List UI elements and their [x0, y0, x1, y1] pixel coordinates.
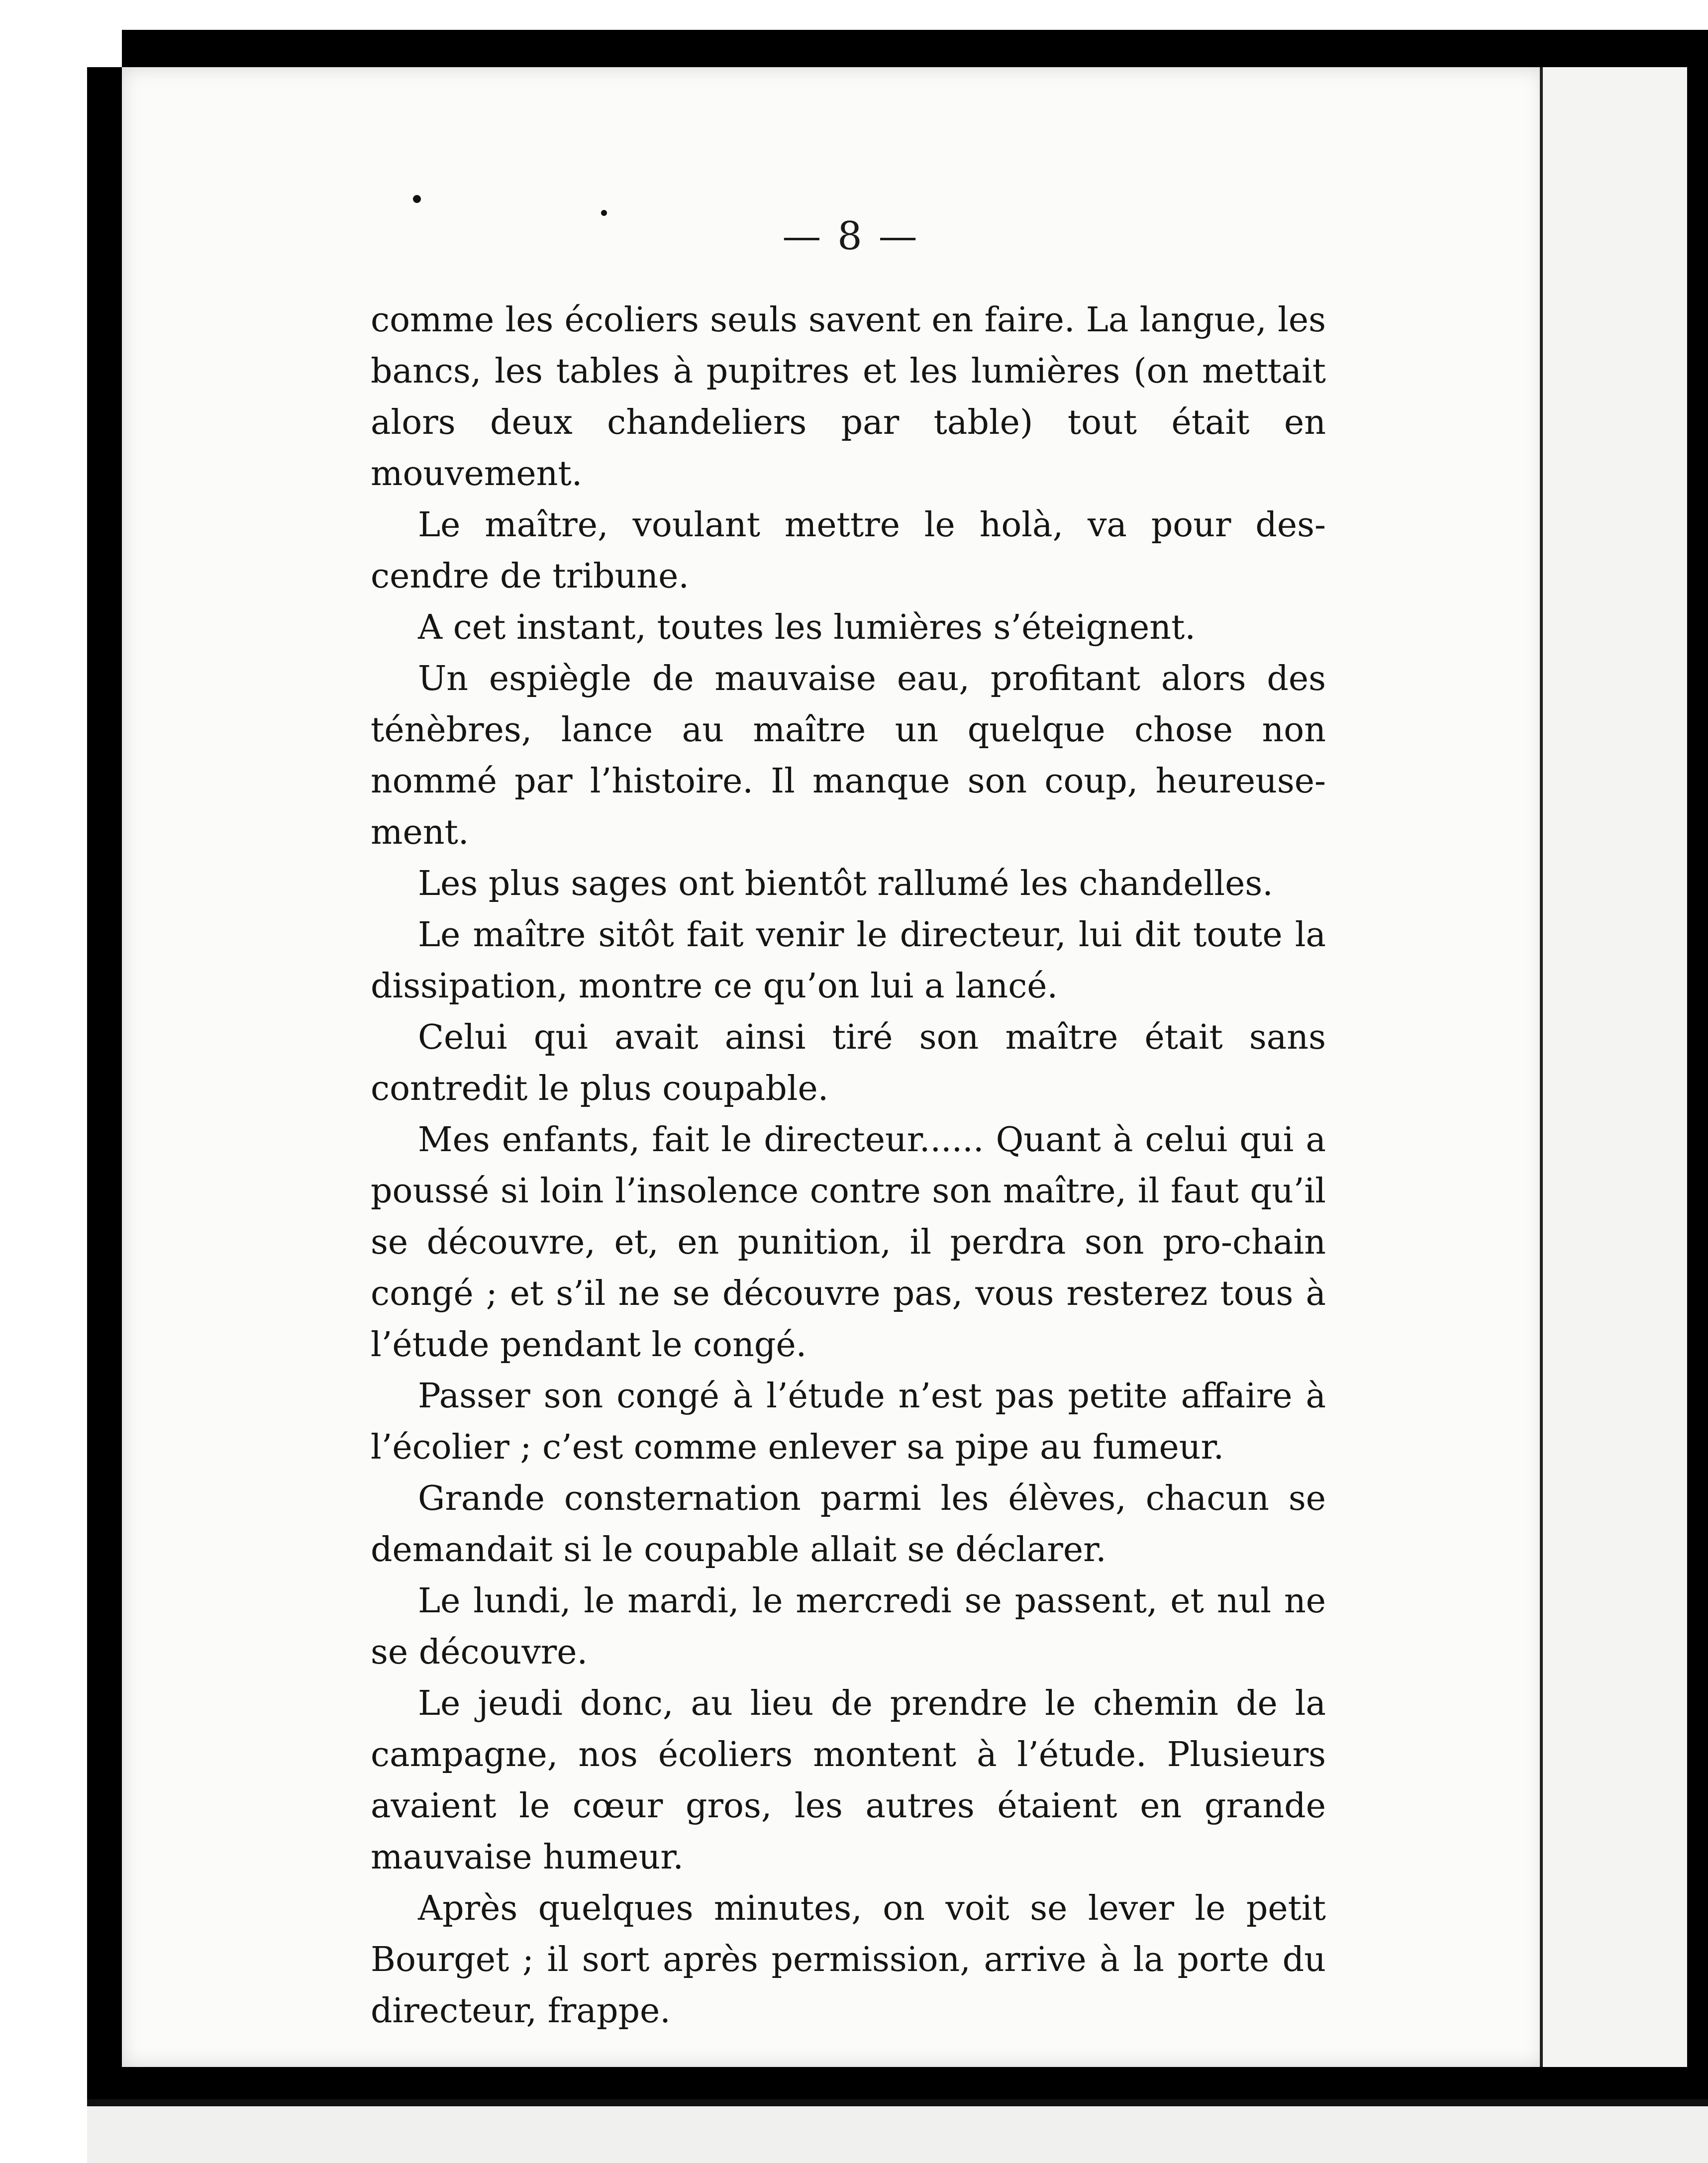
page-text	[371, 295, 1326, 2037]
paragraph: Grande consternation parmi les élèves, chacun se demandait si le coupable allait se déclarer.	[371, 1479, 1326, 1570]
speck-mark	[413, 195, 421, 203]
next-frame-strip	[87, 2099, 1708, 2163]
paragraph: A cet instant, toutes les lumières s’éteignent.	[418, 608, 1196, 647]
frame-divider	[87, 2099, 1708, 2106]
paragraph: Le lundi, le mardi, le mercredi se passent, et nul ne se découvre.	[371, 1581, 1326, 1672]
page-number: — 8 —	[782, 214, 919, 259]
paragraph: Le maître, voulant mettre le holà, va pour des-cendre de tribune.	[371, 505, 1326, 596]
speck-mark	[601, 210, 607, 216]
scan-top-margin	[0, 0, 1708, 30]
paragraph: Après quelques minutes, on voit se lever le petit Bourget ; il sort après permission, arrive à la porte du directeur, frappe.	[371, 1889, 1326, 2031]
paragraph: Les plus sages ont bientôt rallumé les chandelles.	[418, 864, 1273, 903]
paragraph: Un espiègle de mauvaise eau, profitant alors des ténèbres, lance au maître un quelque chose non nommé par l’histoire. Il manque son coup, heureuse-ment.	[371, 659, 1326, 852]
paragraph: Passer son congé à l’étude n’est pas petite affaire à l’écolier ; c’est comme enlever sa pipe au fumeur.	[371, 1376, 1326, 1467]
scan-left-margin	[0, 0, 87, 2163]
paragraph: Le maître sitôt fait venir le directeur, lui dit toute la dissipation, montre ce qu’on lui a lancé.	[371, 915, 1326, 1006]
facing-page-edge	[1540, 67, 1687, 2067]
paragraph: comme les écoliers seuls savent en faire. La langue, les bancs, les tables à pupitres et les lumières (on mettait alors deux chandeliers par table) tout était en mouvement.	[371, 300, 1326, 493]
paragraph: Le jeudi donc, au lieu de prendre le chemin de la campagne, nos écoliers montent à l’étude. Plusieurs avaient le cœur gros, les autres étaient en grande mauvaise humeur.	[371, 1684, 1326, 1877]
paragraph: Mes enfants, fait le directeur...... Quant à celui qui a poussé si loin l’insolence contre son maître, il faut qu’il se découvre, et, en punition, il perdra son pro-chain congé ; et s’il ne se découvre pas, vous resterez tous à l’étude pendant le congé.	[371, 1120, 1326, 1365]
paragraph: Celui qui avait ainsi tiré son maître était sans contredit le plus coupable.	[371, 1018, 1326, 1108]
